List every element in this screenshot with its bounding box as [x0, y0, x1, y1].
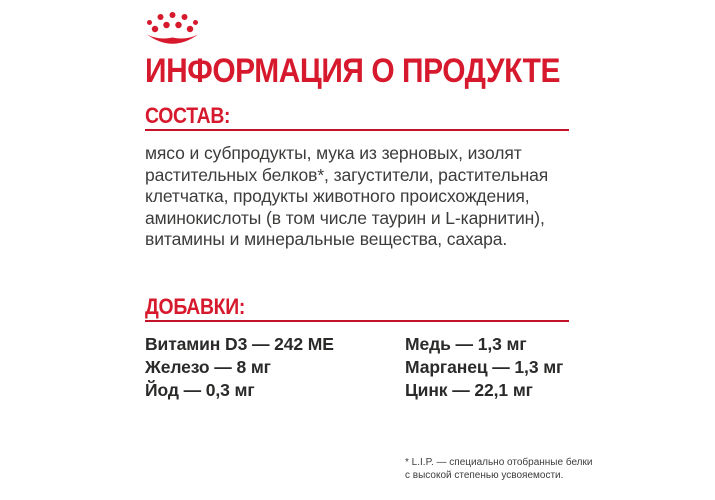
- additive-item: Витамин D3 — 242 МЕ: [145, 334, 334, 354]
- composition-text-line: растительных белков*, загустители, растительная: [145, 164, 549, 185]
- composition-heading: СОСТАВ:: [145, 103, 231, 128]
- footnote-line: с высокой степенью усвояемости.: [405, 470, 564, 481]
- footnote: [405, 456, 592, 482]
- additive-item: Медь — 1,3 мг: [405, 334, 527, 354]
- additives-heading: ДОБАВКИ:: [145, 294, 246, 319]
- additives-list: [145, 333, 569, 402]
- composition-text-line: аминокислоты (в том числе таурин и L-карнитин),: [145, 207, 545, 228]
- additives-column-right: [405, 333, 569, 402]
- additive-item: Железо — 8 мг: [145, 357, 271, 377]
- composition-underline: [145, 129, 569, 131]
- footnote-line: * L.I.P. — специально отобранные белки: [405, 457, 593, 468]
- composition-text-line: витамины и минеральные вещества, сахара.: [145, 229, 508, 249]
- additive-item: Цинк — 22,1 мг: [405, 380, 533, 400]
- royal-canin-crown-icon: [145, 11, 200, 48]
- additive-item: Йод — 0,3 мг: [145, 380, 255, 400]
- additives-underline: [145, 320, 569, 322]
- composition-text-line: клетчатка, продукты животного происхождения,: [145, 186, 530, 206]
- page-title: ИНФОРМАЦИЯ О ПРОДУКТЕ: [145, 52, 561, 90]
- composition-text: [145, 143, 548, 251]
- additives-column-left: [145, 333, 405, 402]
- composition-text-line: мясо и субпродукты, мука из зерновых, изолят: [145, 143, 522, 163]
- additive-item: Марганец — 1,3 мг: [405, 357, 564, 377]
